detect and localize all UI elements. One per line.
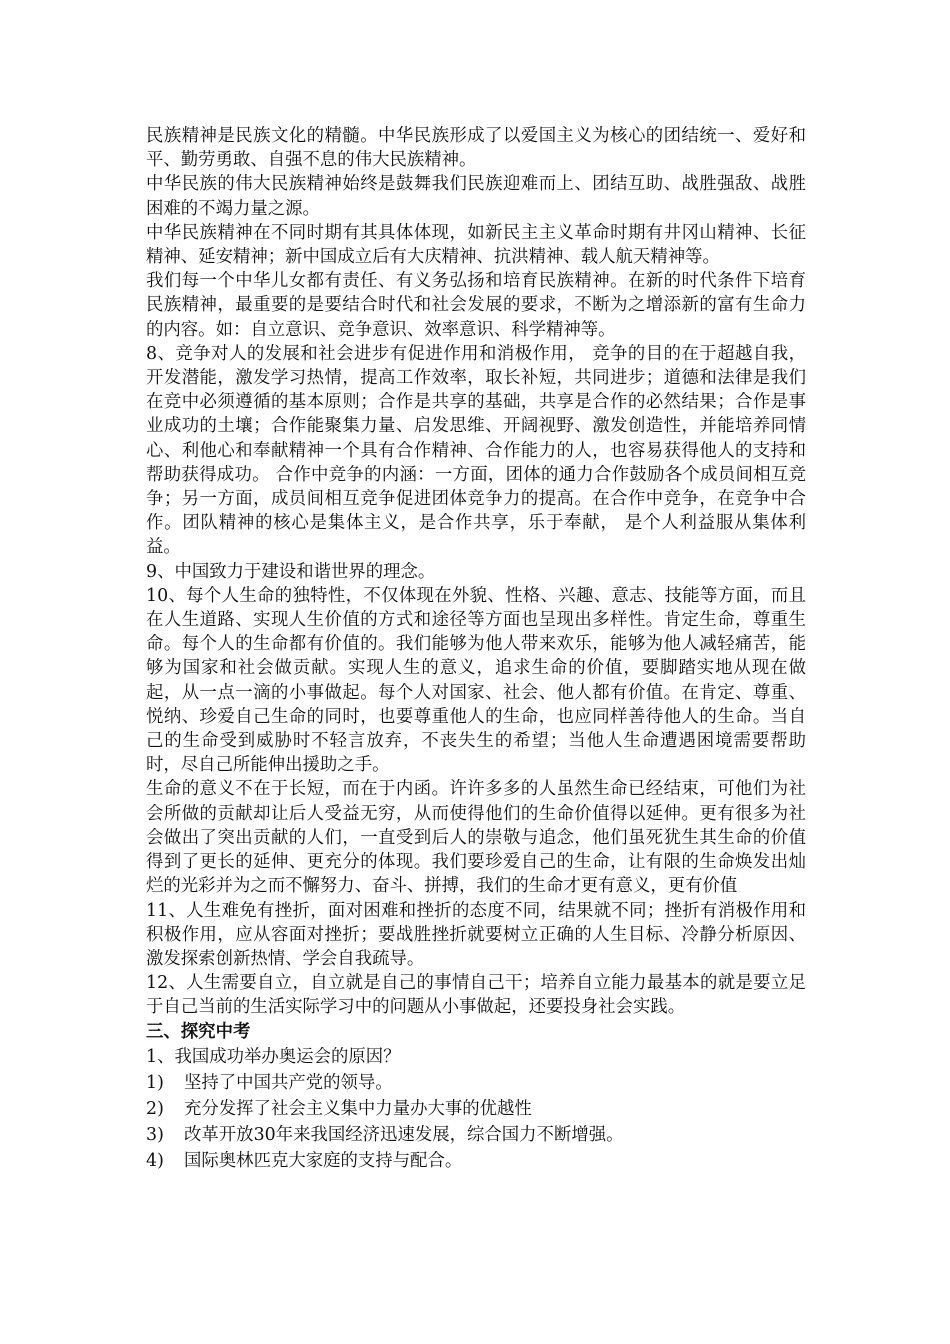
paragraph-national-spirit: 民族精神是民族文化的精髓。中华民族形成了以爱国主义为核心的团结统一、爱好和平、勤劳勇敢、自强不息的伟大民族精神。: [146, 126, 806, 171]
answer-text: 坚持了中国共产党的领导。: [184, 1072, 393, 1093]
answer-number: 2): [146, 1098, 164, 1119]
question-1: 1、我国成功举办奥运会的原因？: [146, 1046, 401, 1067]
answer-list-item: [146, 1122, 806, 1148]
answer-list-item: [146, 1096, 806, 1122]
paragraph-life-meaning: 生命的意义不在于长短，而在于内函。许许多多的人虽然生命已经结束，可他们为社会所做的贡献却让后人受益无穷，从而使得他们的生命价值得以延伸。更有很多为社会做出了突出贡献的人们，一直受到后人的崇敬与追念，他们虽死犹生其生命的价值得到了更长的延伸、更充分的体现。我们要珍爱自己的生命，让有限的生命焕发出灿烂的光彩并为之而不懈努力、奋斗、拼搏，我们的生命才更有意义，更有价值: [146, 779, 806, 897]
paragraph-item-10: 10、每个人生命的独特性，不仅体现在外貌、性格、兴趣、意志、技能等方面，而且在人生道路、实现人生价值的方式和途径等方面也呈现出多样性。肯定生命，尊重生命。每个人的生命都有价值的。我们能够为他人带来欢乐，能够为他人减轻痛苦，能够为国家和社会做贡献。实现人生的意义，追求生命的价值，要脚踏实地从现在做起，从一点一滴的小事做起。每个人对国家、社会、他人都有价值。在肯定、尊重、悦纳、珍爱自己生命的同时，也要尊重他人的生命，也应同样善待他人的生命。当自己的生命受到威胁时不轻言放弃，不丧失生的希望；当他人生命遭遇困境需要帮助时，尽自己所能伸出援助之手。: [146, 585, 806, 776]
section-heading: 三、探究中考: [146, 1021, 251, 1042]
answer-list-item: [146, 1070, 806, 1096]
paragraph-item-11: 11、人生难免有挫折，面对困难和挫折的态度不同，结果就不同；挫折有消极作用和积极作用，应从容面对挫折；要战胜挫折就要树立正确的人生目标、冷静分析原因、激发探索创新热情、学会自我疏导。: [146, 900, 806, 969]
paragraph-spirit-source: 中华民族的伟大民族精神始终是鼓舞我们民族迎难而上、团结互助、战胜强敌、战胜困难的不竭力量之源。: [146, 174, 806, 219]
paragraph-item-12: 12、人生需要自立，自立就是自己的事情自己干；培养自立能力最基本的就是要立足于自己当前的生活实际学习中的问题从小事做起，还要投身社会实践。: [146, 973, 806, 1018]
answer-text: 充分发挥了社会主义集中力量办大事的优越性: [184, 1098, 532, 1119]
answer-number: 1): [146, 1072, 164, 1093]
paragraph-item-9: 9、中国致力于建设和谐世界的理念。: [146, 561, 436, 582]
answer-list-item: [146, 1148, 806, 1174]
answer-number: 3): [146, 1124, 164, 1145]
paragraph-spirit-duty: 我们每一个中华儿女都有责任、有义务弘扬和培育民族精神。在新的时代条件下培育民族精神，最重要的是要结合时代和社会发展的要求，不断为之增添新的富有生命力的内容。如：自立意识、竞争意识、效率意识、科学精神等。: [146, 271, 806, 340]
document-page: [146, 124, 806, 1174]
answer-text: 国际奥林匹克大家庭的支持与配合。: [184, 1150, 463, 1171]
answer-number: 4): [146, 1150, 164, 1171]
answer-text: 改革开放30年来我国经济迅速发展，综合国力不断增强。: [184, 1124, 624, 1145]
paragraph-spirit-periods: 中华民族精神在不同时期有其具体体现，如新民主主义革命时期有井冈山精神、长征精神、延安精神；新中国成立后有大庆精神、抗洪精神、载人航天精神等。: [146, 222, 806, 268]
paragraph-item-8: 8、竞争对人的发展和社会进步有促进作用和消极作用， 竞争的目的在于超越自我，开发潜能，激发学习热情，提高工作效率，取长补短，共同进步；道德和法律是我们在竞中必须遵循的基本原则；合作是共享的基础，共享是合作的必然结果；合作是事业成功的土壤；合作能聚集力量、启发思维、开阔视野、激发创造性，并能培养同情心、利他心和奉献精神一个具有合作精神、合作能力的人，也容易获得他人的支持和帮助获得成功。 合作中竞争的内涵：一方面，团体的通力合作鼓励各个成员间相互竞争；另一方面，成员间相互竞争促进团体竞争力的提高。在合作中竞争，在竞争中合作。团队精神的核心是集体主义，是合作共享，乐于奉献， 是个人利益服从集体利益。: [146, 343, 806, 558]
